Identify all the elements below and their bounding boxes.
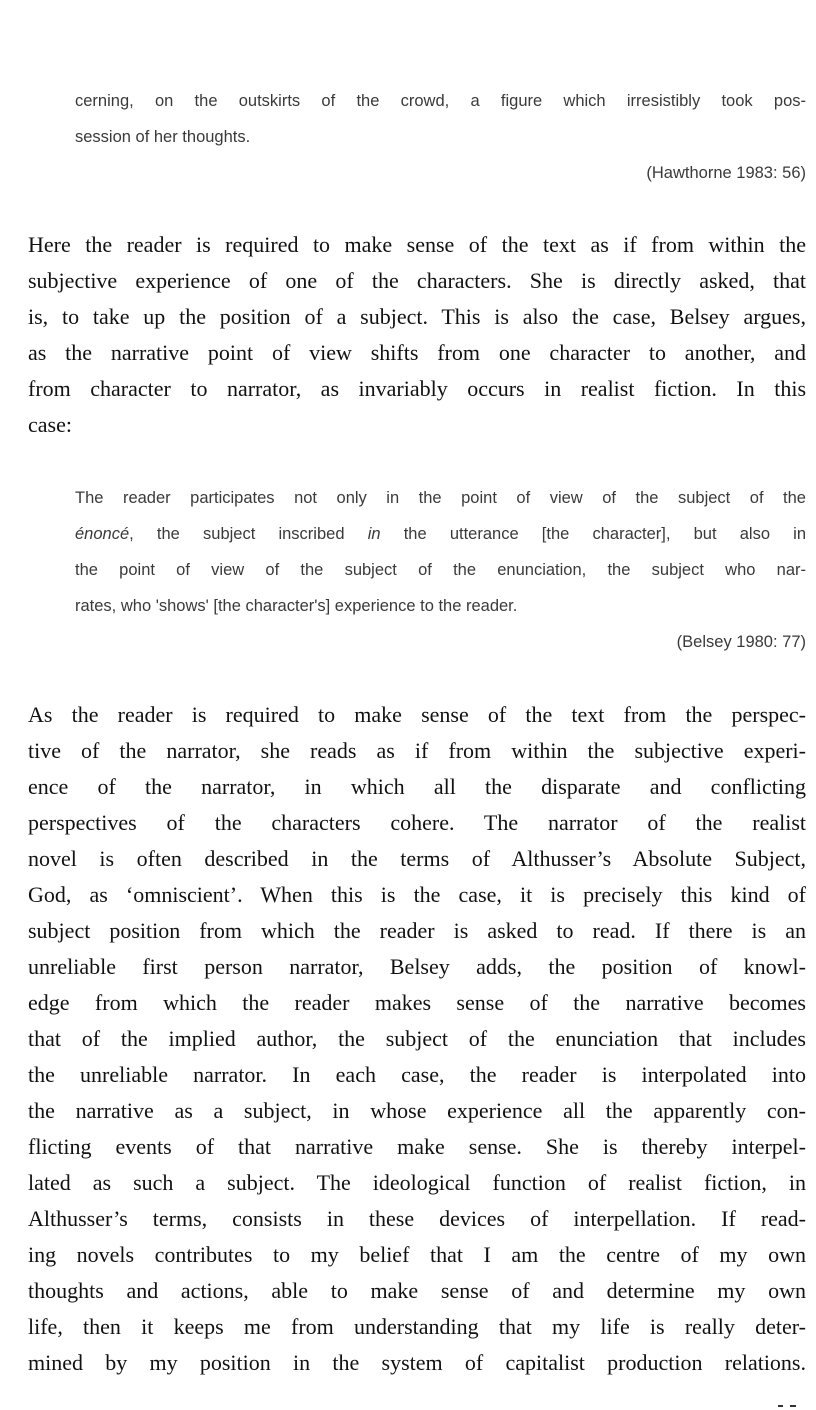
quote-text: the utterance [the character], but also in — [380, 525, 807, 543]
text-line: thoughts and actions, able to make sense of and determine my own — [28, 1278, 806, 1303]
text-line: subject position from which the reader is asked to read. If there is an — [28, 918, 806, 943]
italic-term: in — [367, 525, 381, 543]
quote-line: session of her thoughts. — [75, 128, 251, 146]
text-line: tive of the narrator, she reads as if from within the subjective experi- — [28, 738, 806, 763]
citation: (Belsey 1980: 77) — [676, 633, 806, 651]
block-quote-hawthorne — [75, 83, 806, 191]
page-number-glyph-top — [778, 1405, 783, 1407]
text-line: perspectives of the characters cohere. The narrator of the realist — [28, 810, 806, 835]
text-line: from character to narrator, as invariably occurs in realist fiction. In this — [28, 376, 806, 401]
text-line: the unreliable narrator. In each case, the reader is interpolated into — [28, 1062, 806, 1087]
text-line: subjective experience of one of the characters. She is directly asked, that — [28, 268, 806, 293]
quote-line: cerning, on the outskirts of the crowd, a figure which irresistibly took pos- — [75, 92, 806, 110]
quote-line — [75, 516, 806, 552]
quote-line: the point of view of the subject of the enunciation, the subject who nar- — [75, 561, 806, 579]
text-line: unreliable first person narrator, Belsey adds, the position of knowl- — [28, 954, 806, 979]
citation: (Hawthorne 1983: 56) — [646, 164, 806, 182]
text-line: life, then it keeps me from understanding that my life is really deter- — [28, 1314, 806, 1339]
text-line: God, as ‘omniscient’. When this is the case, it is precisely this kind of — [28, 882, 806, 907]
text-line: ing novels contributes to my belief that I am the centre of my own — [28, 1242, 806, 1267]
page-number-glyph-top — [790, 1405, 796, 1407]
text-line: lated as such a subject. The ideological function of realist fiction, in — [28, 1170, 806, 1195]
text-line: mined by my position in the system of capitalist production relations. — [28, 1350, 806, 1375]
text-line: is, to take up the position of a subject. This is also the case, Belsey argues, — [28, 304, 806, 329]
text-line: Here the reader is required to make sense of the text as if from within the — [28, 232, 806, 257]
quote-line: rates, who 'shows' [the character's] experience to the reader. — [75, 597, 518, 615]
page-number-fragment — [774, 1405, 804, 1410]
text-line: ence of the narrator, in which all the disparate and conflicting — [28, 774, 806, 799]
italic-term: énoncé — [75, 525, 130, 543]
block-quote-belsey — [75, 480, 806, 660]
quote-line: The reader participates not only in the point of view of the subject of the — [75, 489, 806, 507]
paragraph-1 — [28, 227, 806, 443]
text-line: that of the implied author, the subject of the enunciation that includes — [28, 1026, 806, 1051]
text-line: novel is often described in the terms of Althusser’s Absolute Subject, — [28, 846, 806, 871]
text-line: Althusser’s terms, consists in these devices of interpellation. If read- — [28, 1206, 806, 1231]
text-line: edge from which the reader makes sense of the narrative becomes — [28, 990, 806, 1015]
text-line: case: — [28, 412, 72, 437]
text-line: the narrative as a subject, in whose experience all the apparently con- — [28, 1098, 806, 1123]
paragraph-2 — [28, 697, 806, 1381]
text-line: flicting events of that narrative make sense. She is thereby interpel- — [28, 1134, 806, 1159]
quote-text: , the subject inscribed — [129, 525, 368, 543]
text-line: as the narrative point of view shifts from one character to another, and — [28, 340, 806, 365]
text-line: As the reader is required to make sense of the text from the perspec- — [28, 702, 806, 727]
